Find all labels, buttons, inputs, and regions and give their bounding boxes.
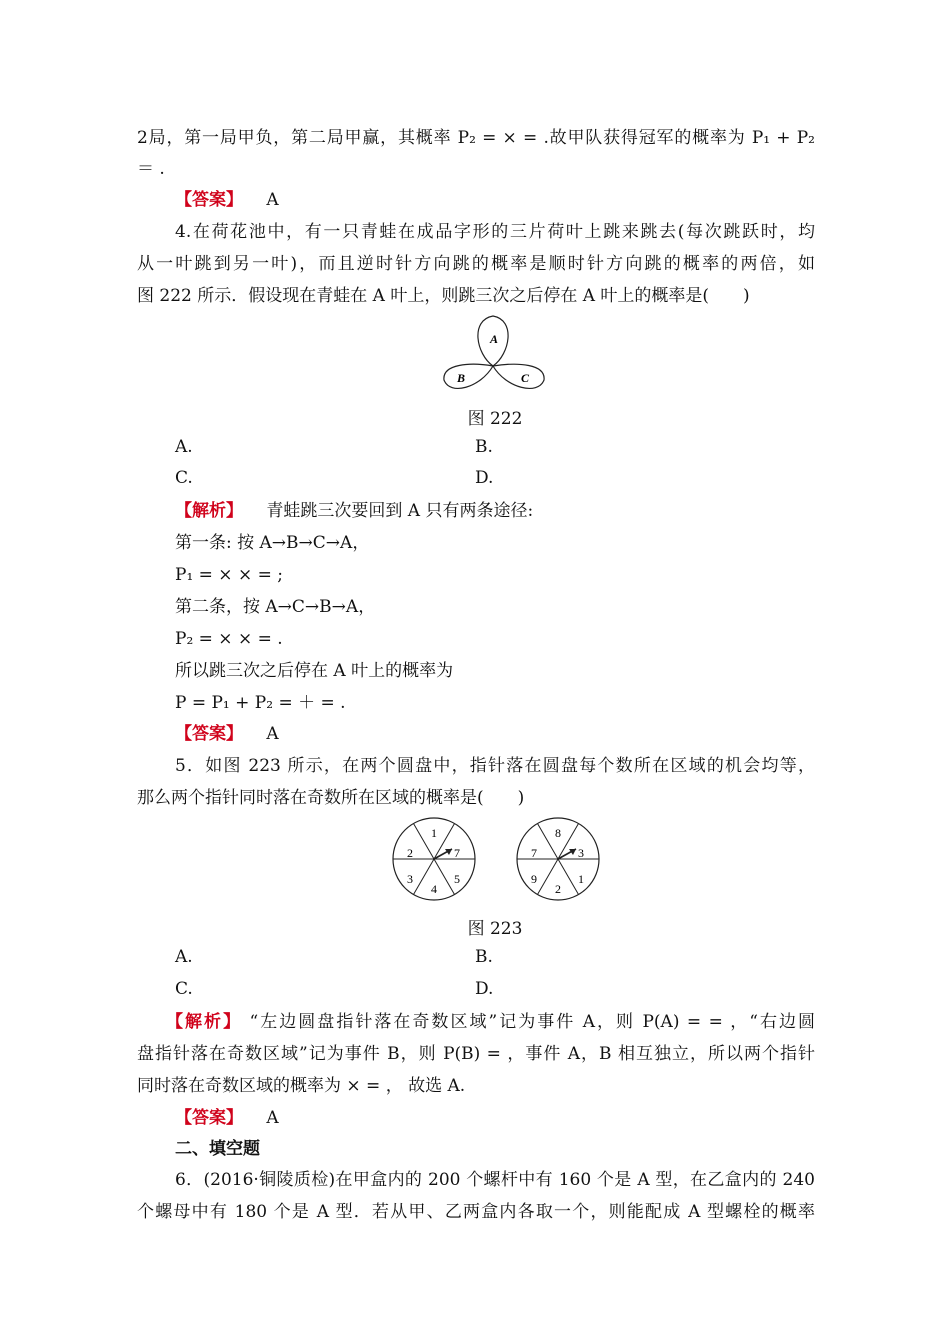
option-d: D. bbox=[475, 468, 494, 488]
solution-line: 同时落在奇数区域的概率为 × = ， 故选 A. bbox=[137, 1076, 466, 1096]
solution-text: “左边圆盘指针落在奇数区域”记为事件 A，则 P(A) = = ，“右边圆 bbox=[249, 1012, 816, 1032]
solution-line bbox=[166, 1010, 815, 1034]
answer-line bbox=[175, 1106, 279, 1130]
answer-tag: 【答案】 bbox=[175, 190, 243, 210]
answer-value: A bbox=[266, 190, 279, 210]
answer-line bbox=[175, 722, 279, 746]
leaf-c-label: C bbox=[521, 371, 530, 385]
answer-value: A bbox=[266, 1108, 279, 1128]
question-6-line: 6．(2016·铜陵质检)在甲盒内的 200 个螺杆中有 160 个是 A 型，在乙盒内的 240 bbox=[175, 1170, 815, 1190]
solution-line bbox=[175, 499, 533, 523]
question-5-line: 5．如图 223 所示，在两个圆盘中，指针落在圆盘每个数所在区域的机会均等， bbox=[175, 756, 815, 776]
answer-tag: 【答案】 bbox=[175, 724, 243, 744]
answer-value: A bbox=[266, 724, 279, 744]
option-d: D. bbox=[475, 979, 494, 999]
question-4-line: 图 222 所示．假设现在青蛙在 A 叶上，则跳三次之后停在 A 叶上的概率是( ) bbox=[137, 286, 750, 306]
text-line: ＝ . bbox=[137, 159, 165, 179]
question-4-line: 4.在荷花池中，有一只青蛙在成品字形的三片荷叶上跳来跳去(每次跳跃时，均 bbox=[175, 222, 815, 242]
option-c: C. bbox=[175, 468, 193, 488]
option-b: B. bbox=[475, 437, 493, 457]
sector-number: 7 bbox=[454, 846, 460, 860]
sector-number: 1 bbox=[431, 826, 437, 840]
leaf-b-label: B bbox=[457, 371, 466, 385]
leaf-b-outline bbox=[444, 364, 493, 388]
solution-line: P₁ = × × = ; bbox=[175, 565, 283, 585]
question-4-line: 从一叶跳到另一叶)，而且逆时针方向跳的概率是顺时针方向跳的概率的两倍，如 bbox=[137, 254, 815, 274]
figure-223-spinners bbox=[388, 816, 608, 902]
sector-number: 5 bbox=[454, 872, 460, 886]
option-a: A. bbox=[175, 437, 193, 457]
sector-number: 1 bbox=[578, 872, 584, 886]
left-spinner bbox=[393, 818, 475, 900]
solution-tag: 【解析】 bbox=[175, 501, 243, 521]
solution-line: 盘指针落在奇数区域”记为事件 B，则 P(B) = ，事件 A，B 相互独立，所以两个指针 bbox=[137, 1044, 815, 1064]
text-line: 2局，第一局甲负，第二局甲赢，其概率 P₂ = × = .故甲队获得冠军的概率为 P₁ + P₂ bbox=[137, 128, 815, 148]
leaf-c-outline bbox=[493, 364, 544, 388]
figure-caption: 图 222 bbox=[467, 409, 523, 429]
figure-222-lily-pads bbox=[440, 314, 550, 396]
solution-line: 第二条，按 A→C→B→A， bbox=[175, 597, 376, 617]
sector-number: 3 bbox=[407, 872, 413, 886]
sector-number: 9 bbox=[531, 872, 537, 886]
option-c: C. bbox=[175, 979, 193, 999]
leaf-a-label: A bbox=[490, 332, 499, 346]
question-5-line: 那么两个指针同时落在奇数所在区域的概率是( ) bbox=[137, 788, 525, 808]
sector-number: 2 bbox=[407, 846, 413, 860]
solution-tag: 【解析】 bbox=[166, 1012, 243, 1032]
sector-number: 2 bbox=[555, 882, 561, 896]
question-6-line: 个螺母中有 180 个是 A 型．若从甲、乙两盒内各取一个，则能配成 A 型螺栓的概率 bbox=[137, 1202, 815, 1222]
answer-tag: 【答案】 bbox=[175, 1108, 243, 1128]
option-b: B. bbox=[475, 947, 493, 967]
sector-number: 7 bbox=[531, 846, 537, 860]
answer-line bbox=[175, 188, 279, 212]
sector-number: 4 bbox=[431, 882, 437, 896]
solution-line: 所以跳三次之后停在 A 叶上的概率为 bbox=[175, 661, 454, 681]
sector-number: 3 bbox=[578, 846, 584, 860]
sector-number: 8 bbox=[555, 826, 561, 840]
solution-line: P₂ = × × = . bbox=[175, 629, 283, 649]
solution-line: P = P₁ + P₂ = ＋ = . bbox=[175, 693, 346, 713]
option-a: A. bbox=[175, 947, 193, 967]
figure-caption: 图 223 bbox=[467, 919, 523, 939]
solution-line: 第一条: 按 A→B→C→A， bbox=[175, 533, 370, 553]
right-spinner bbox=[517, 818, 599, 900]
solution-text: 青蛙跳三次要回到 A 只有两条途径: bbox=[266, 501, 534, 521]
section-heading: 二、填空题 bbox=[175, 1139, 260, 1159]
